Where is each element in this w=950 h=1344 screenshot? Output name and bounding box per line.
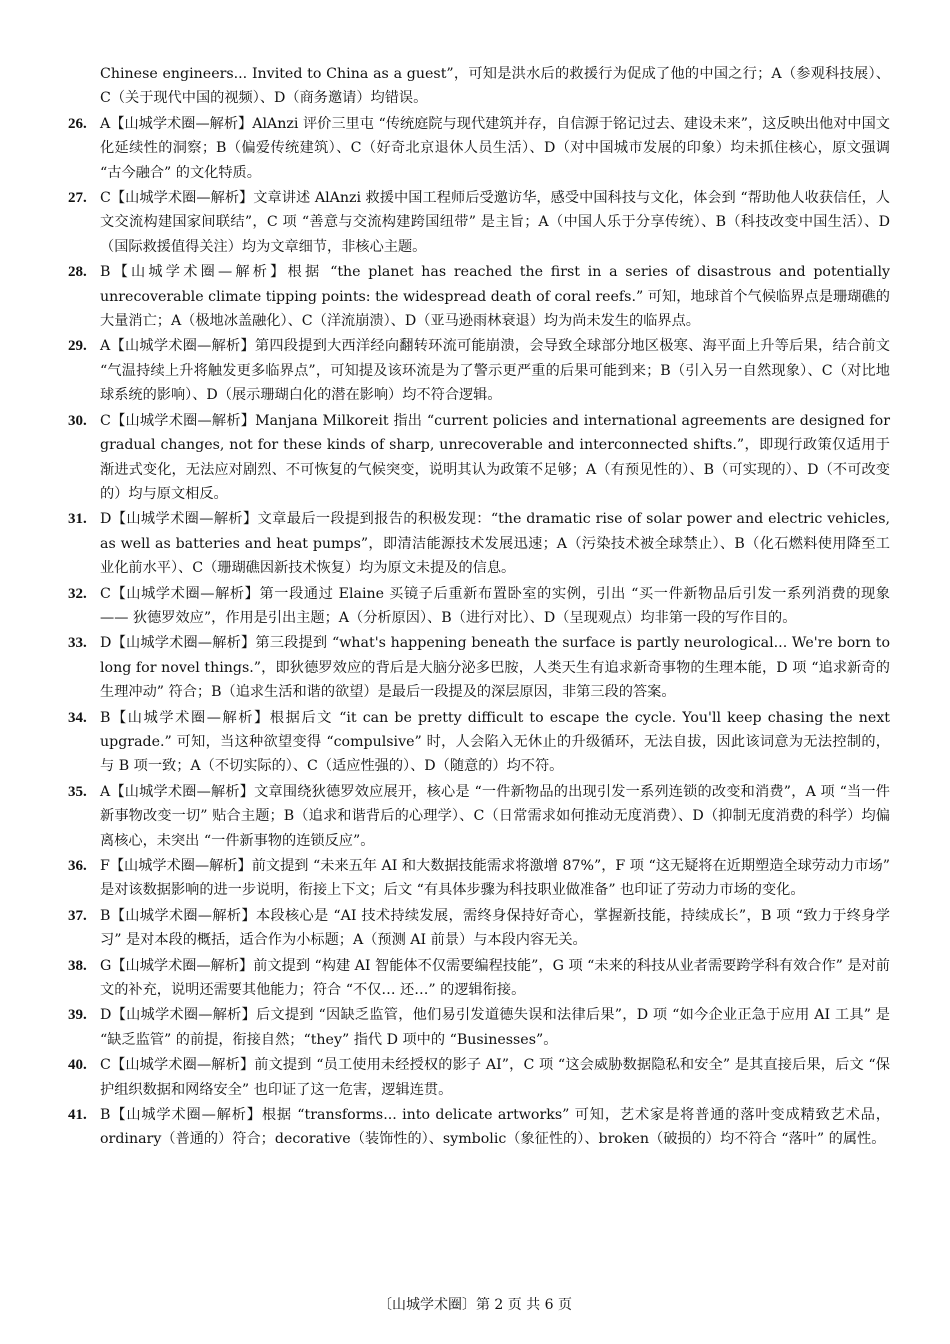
explanation-item [68,186,890,259]
explanation-text: D【山城学术圈—解析】文章最后一段提到报告的积极发现：“the dramatic rise of solar power and electric vehicles, as well as batteries and heat pumps”，即清洁能源技术发展迅速；A（污染技术被全球禁止）、B（化石燃料使用降至工业化前水平）、C（珊瑚礁因新技术恢复）均为原文未提及的信息。 [100,511,890,577]
explanation-text: C【山城学术圈—解析】Manjana Milkoreit 指出 “current policies and international agreements are designed for gradual changes, not for these kinds of sharp, unrecoverable and interconnected shifts.”，即现行政策仅适用于渐进式变化，无法应对剧烈、不可恢复的气候突变，说明其认为政策不足够；A（有预见性的）、B（可实现的）、D（不可改变的）均与原文相反。 [100,412,890,502]
explanation-text: A【山城学术圈—解析】文章围绕狄德罗效应展开，核心是 “一件新物品的出现引发一系列连锁的改变和消费”，A 项 “当一件新事物改变一切” 贴合主题；B（追求和谐背后的心理学）、C（日常需求如何推动无度消费）、D（抑制无度消费的科学）均偏离核心，未突出 “一件新事物的连锁反应”。 [100,783,890,849]
explanation-item [68,112,890,185]
explanation-item [68,631,890,704]
explanation-text: G【山城学术圈—解析】前文提到 “构建 AI 智能体不仅需要编程技能”，G 项 “未来的科技从业者需要跨学科有效合作” 是对前文的补充，说明还需要其他能力；符合 “不仅… 还…” 的逻辑衔接。 [100,957,890,999]
question-number: 37. [68,907,87,924]
question-number: 39. [68,1007,87,1024]
question-number: 35. [68,783,87,800]
explanation-text: D【山城学术圈—解析】后文提到 “因缺乏监管，他们易引发道德失误和法律后果”，D 项 “如今企业正急于应用 AI 工具” 是 “缺乏监管” 的前提，衔接自然；“they” 指代 D 项中的 “Businesses”。 [100,1007,890,1048]
question-number: 38. [68,957,87,974]
question-number: 36. [68,858,87,874]
explanation-text: A【山城学术圈—解析】AlAnzi 评价三里屯 “传统庭院与现代建筑并存，自信源于铭记过去、建设未来”，这反映出他对中国文化延续性的洞察；B（偏爱传统建筑）、C（好奇北京退休人员生活）、D（对中国城市发展的印象）均未抓住核心，原文强调 “古今融合” 的文化特质。 [100,115,890,181]
explanation-text: F【山城学术圈—解析】前文提到 “未来五年 AI 和大数据技能需求将激增 87%”，F 项 “这无疑将在近期塑造全球劳动力市场” 是对该数据影响的进一步说明，衔接上下文；后文 “有具体步骤为科技职业做准备” 也印证了劳动力市场的变化。 [100,858,890,899]
explanation-item [68,954,890,1003]
question-number: 32. [68,585,87,602]
question-number: 28. [68,264,87,281]
explanation-item [68,1003,890,1052]
explanation-item [68,1103,890,1152]
question-number: 33. [68,635,87,652]
question-number: 41. [68,1107,87,1124]
explanation-text: C【山城学术圈—解析】前文提到 “员工使用未经授权的影子 AI”，C 项 “这会威胁数据隐私和安全” 是其直接后果，后文 “保护组织数据和网络安全” 也印证了这一危害，逻辑连贯。 [100,1057,890,1098]
explanation-text: D【山城学术圈—解析】第三段提到 “what's happening beneath the surface is partly neurological... We're born to long for novel things.”，即狄德罗效应的背后是大脑分泌多巴胺，人类天生有追求新奇事物的生理本能，D 项 “追求新奇的生理冲动” 符合；B（追求生活和谐的欲望）是最后一段提及的深层原因，非第三段的答案。 [100,635,890,701]
question-number: 31. [68,511,87,528]
explanation-list [68,112,890,1152]
question-number: 30. [68,412,87,429]
explanation-text: B【山城学术圈—解析】根据 “transforms... into delicate artworks” 可知，艺术家是将普通的落叶变成精致艺术品，ordinary（普通的）符合；decorative（装饰性的）、symbolic（象征性的）、broken（破损的）均不符合 “落叶” 的属性。 [100,1107,890,1148]
explanation-text: B【山城学术圈—解析】根据后文 “it can be pretty difficult to escape the cycle. You'll keep chasing the next upgrade.” 可知，当这种欲望变得 “compulsive” 时，人会陷入无休止的升级循环，无法自拔，因此该词意为无法控制的，与 B 项一致；A（不切实际的）、C（适应性强的）、D（随意的）均不符。 [100,709,890,775]
explanation-item [68,507,890,580]
explanation-item [68,260,890,333]
continued-explanation: Chinese engineers... Invited to China as a guest”，可知是洪水后的救援行为促成了他的中国之行；A（参观科技展）、C（关于现代中国的视频）、D（商务邀请）均错误。 [100,66,890,107]
answer-explanations [68,62,890,1153]
explanation-text: C【山城学术圈—解析】文章讲述 AlAnzi 救援中国工程师后受邀访华，感受中国科技与文化，体会到 “帮助他人收获信任，人文交流构建国家间联结”，C 项 “善意与交流构建跨国纽带” 是主旨；A（中国人乐于分享传统）、B（科技改变中国生活）、D（国际救援值得关注）均为文章细节，非核心主题。 [100,190,890,255]
explanation-text: B【山城学术圈—解析】根据 “the planet has reached the first in a series of disastrous and potentially unrecoverable climate tipping points: the widespread death of coral reefs.” 可知，地球首个气候临界点是珊瑚礁的大量消亡；A（极地冰盖融化）、C（洋流崩溃）、D（亚马逊雨林衰退）均为尚未发生的临界点。 [100,264,890,330]
explanation-item [68,780,890,853]
explanation-text: B【山城学术圈—解析】本段核心是 “AI 技术持续发展，需终身保持好奇心，掌握新技能，持续成长”，B 项 “致力于终身学习” 是对本段的概括，适合作为小标题；A（预测 AI 前景）与本段内容无关。 [100,907,890,949]
page-footer: 〔山城学术圈〕第 2 页 共 6 页 [377,1297,573,1313]
explanation-text: A【山城学术圈—解析】第四段提到大西洋经向翻转环流可能崩溃，会导致全球部分地区极寒、海平面上升等后果，结合前文 “气温持续上升将触发更多临界点”，可知提及该环流是为了警示更严重的后果可能到来；B（引入另一自然现象）、C（对比地球系统的影响）、D（展示珊瑚白化的潜在影响）均不符合逻辑。 [100,338,890,404]
question-number: 26. [68,115,87,132]
explanation-item [68,334,890,407]
question-number: 29. [68,338,87,355]
question-number: 27. [68,190,87,207]
question-number: 34. [68,709,87,726]
explanation-text: C【山城学术圈—解析】第一段通过 Elaine 买镜子后重新布置卧室的实例，引出 “买一件新物品后引发一系列消费的现象 —— 狄德罗效应”，作用是引出主题；A（分析原因）、B（进行对比）、D（呈现观点）均非第一段的写作目的。 [100,585,890,626]
explanation-item [68,1053,890,1102]
explanation-item [68,582,890,631]
explanation-item [68,904,890,953]
explanation-item [68,854,890,903]
explanation-item [68,706,890,779]
question-number: 40. [68,1057,87,1074]
explanation-item [68,409,890,507]
